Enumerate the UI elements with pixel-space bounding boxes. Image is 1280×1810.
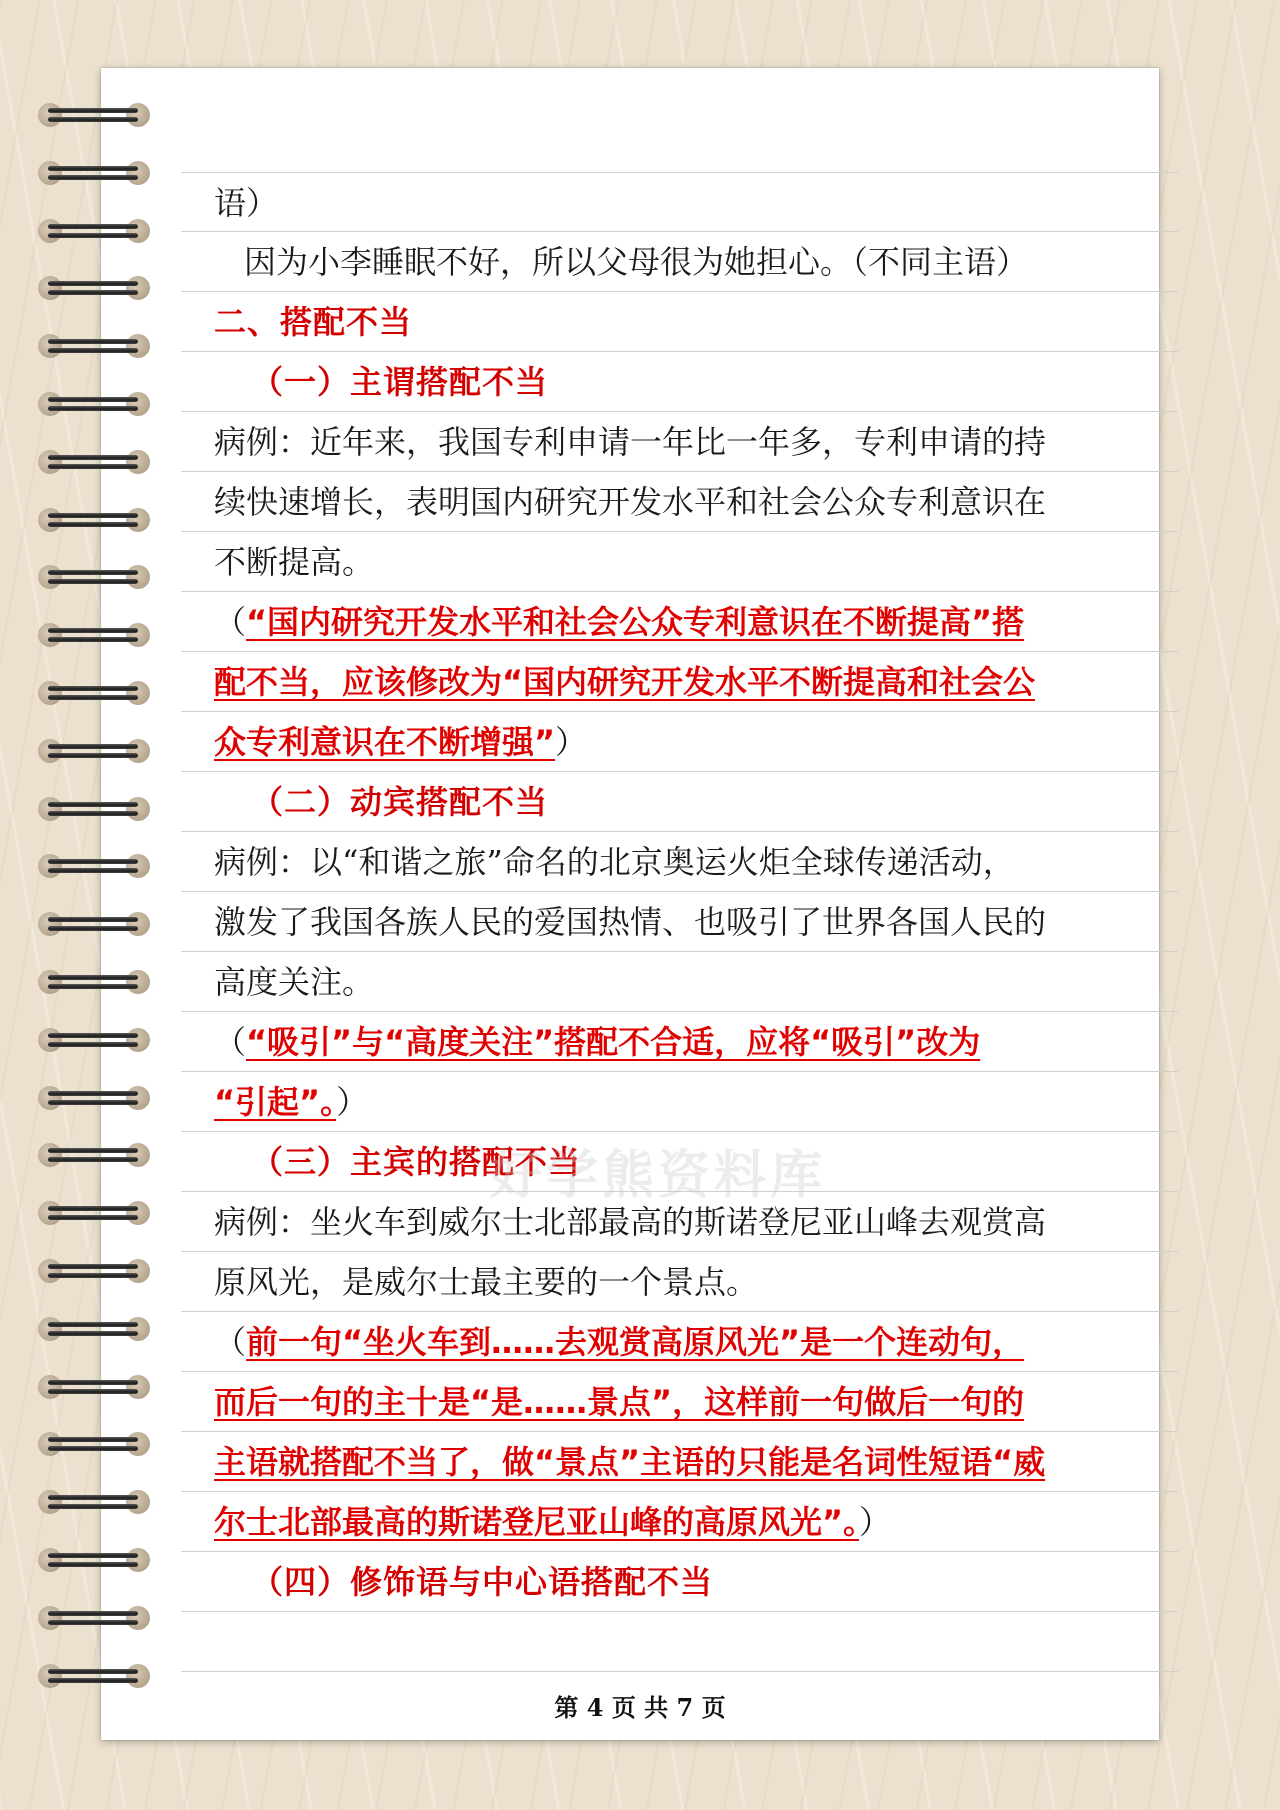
body-text: 病例：以“和谐之旅”命名的北京奥运火炬全球传递活动， <box>214 843 1015 881</box>
spiral-ring <box>38 1085 150 1111</box>
text-line <box>181 1612 1178 1672</box>
spiral-ring <box>38 1547 150 1573</box>
spiral-ring <box>38 1374 150 1400</box>
body-text: 病例：近年来，我国专利申请一年比一年多，专利申请的持 <box>214 423 1047 461</box>
page-content <box>181 172 1178 1672</box>
correction-line <box>181 1012 1178 1072</box>
text-line <box>181 532 1178 592</box>
bracket-text: ） <box>336 1083 369 1121</box>
body-text: 续快速增长，表明国内研究开发水平和社会公众专利意识在 <box>214 483 1047 521</box>
section-heading <box>181 292 1178 352</box>
spiral-ring <box>38 218 150 244</box>
correction-text: 主语就搭配不当了，做“景点”主语的只能是名词性短语“威 <box>214 1443 1046 1481</box>
correction-line <box>181 1372 1178 1432</box>
spiral-ring <box>38 622 150 648</box>
body-text: 激发了我国各族人民的爱国热情、也吸引了世界各国人民的 <box>214 903 1047 941</box>
text-line <box>181 412 1178 472</box>
spiral-ring <box>38 507 150 533</box>
body-text: 病例：坐火车到威尔士北部最高的斯诺登尼亚山峰去观赏高 <box>214 1203 1047 1241</box>
spiral-ring <box>38 1605 150 1631</box>
spiral-ring <box>38 1142 150 1168</box>
correction-text: “国内研究开发水平和社会公众专利意识在不断提高”搭 <box>246 603 1025 641</box>
correction-text: 尔士北部最高的斯诺登尼亚山峰的高原风光”。 <box>214 1503 860 1541</box>
spiral-ring <box>38 738 150 764</box>
spiral-ring <box>38 680 150 706</box>
spiral-ring <box>38 391 150 417</box>
spiral-ring <box>38 1316 150 1342</box>
spiral-ring <box>38 1258 150 1284</box>
correction-line <box>181 592 1178 652</box>
body-text: 原风光，是威尔士最主要的一个景点。 <box>214 1263 759 1301</box>
text-line <box>181 472 1178 532</box>
correction-text: “吸引”与“高度关注”搭配不合适，应将“吸引”改为 <box>246 1023 981 1061</box>
correction-line <box>181 1312 1178 1372</box>
body-text: 语） <box>214 184 279 222</box>
spiral-ring <box>38 160 150 186</box>
text-line <box>181 232 1178 292</box>
correction-text: 而后一句的主十是“是……景点”，这样前一句做后一句的 <box>214 1383 1025 1421</box>
spiral-ring <box>38 449 150 475</box>
subsection-heading <box>181 772 1178 832</box>
correction-line <box>181 1072 1178 1132</box>
heading-text: （四）修饰语与中心语搭配不当 <box>251 1563 714 1601</box>
text-line <box>181 892 1178 952</box>
heading-text: （三）主宾的搭配不当 <box>251 1143 582 1181</box>
correction-text: 配不当，应该修改为“国内研究开发水平不断提高和社会公 <box>214 663 1036 701</box>
correction-text: 前一句“坐火车到……去观赏高原风光”是一个连动句， <box>246 1323 1025 1361</box>
spiral-ring <box>38 564 150 590</box>
spiral-ring <box>38 1431 150 1457</box>
bracket-text: （ <box>214 1023 247 1061</box>
subsection-heading <box>181 1552 1178 1612</box>
spiral-ring <box>38 911 150 937</box>
correction-text: 众专利意识在不断增强” <box>214 723 556 761</box>
heading-text: 二、搭配不当 <box>214 303 413 341</box>
spiral-ring <box>38 796 150 822</box>
correction-line <box>181 652 1178 712</box>
spiral-ring <box>38 1200 150 1226</box>
spiral-ring <box>38 1663 150 1689</box>
text-line <box>181 172 1178 232</box>
spiral-ring <box>38 102 150 128</box>
spiral-ring <box>38 853 150 879</box>
bracket-text: ） <box>555 723 588 761</box>
spiral-ring <box>38 1489 150 1515</box>
text-line <box>181 832 1178 892</box>
correction-line <box>181 712 1178 772</box>
correction-text: “引起”。 <box>214 1083 337 1121</box>
bracket-text: （ <box>214 1323 247 1361</box>
heading-text: （二）动宾搭配不当 <box>251 783 549 821</box>
spiral-ring <box>38 969 150 995</box>
text-line <box>181 952 1178 1012</box>
spiral-ring <box>38 1027 150 1053</box>
spiral-ring <box>38 275 150 301</box>
correction-line <box>181 1492 1178 1552</box>
spiral-ring <box>38 333 150 359</box>
body-text: 高度关注。 <box>214 963 375 1001</box>
watermark: 好学熊资料库 <box>490 1146 827 1206</box>
bracket-text: （ <box>214 603 247 641</box>
text-line <box>181 1252 1178 1312</box>
body-text: 因为小李睡眠不好，所以父母很为她担心。（不同主语） <box>244 243 1029 281</box>
bracket-text: ） <box>859 1503 892 1541</box>
correction-line <box>181 1432 1178 1492</box>
body-text: 不断提高。 <box>214 543 375 581</box>
page-number-footer: 第 4 页 共 7 页 <box>554 1693 726 1722</box>
subsection-heading <box>181 352 1178 412</box>
heading-text: （一）主谓搭配不当 <box>251 363 549 401</box>
